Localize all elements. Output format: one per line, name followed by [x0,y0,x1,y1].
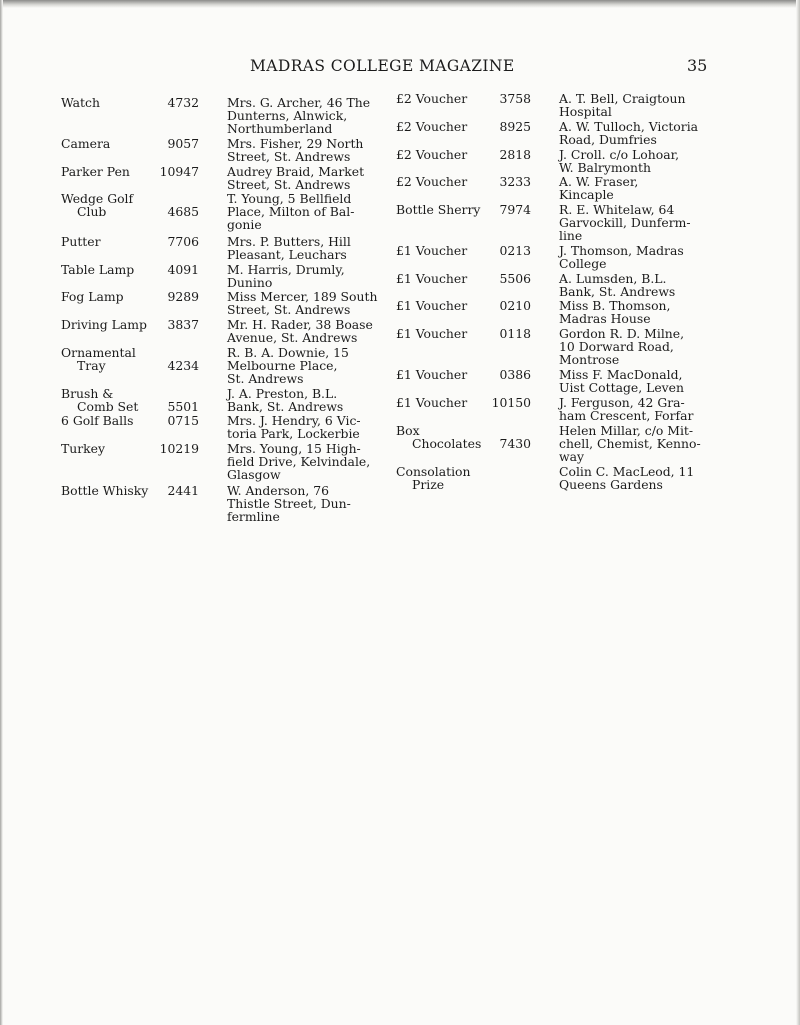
winner-name-address: Bank, St. Andrews [227,399,344,415]
prize-label: £1 Voucher [396,298,468,313]
winner-name-address: ham Crescent, Forfar [559,408,694,424]
winner-name-address: Queens Gardens [559,477,663,493]
winner-name-address: Street, St. Andrews [227,149,351,165]
prize-label: Ornamental [61,345,136,360]
prize-label: £2 Voucher [396,174,468,189]
winner-name-address: Mrs. P. Butters, Hill [227,234,351,249]
winner-name-address: T. Young, 5 Bellfield [227,191,352,206]
prize-label: Wedge Golf [61,191,134,206]
ticket-number: 0715 [167,413,199,428]
winner-name-address: Madras House [559,311,651,327]
winner-name-address: College [559,256,607,272]
ticket-number: 0386 [499,367,531,382]
winner-name-address: A. W. Fraser, [559,174,639,189]
prize-label: Consolation [396,464,471,479]
winner-name-address: A. W. Tulloch, Victoria [559,119,699,134]
ticket-number: 9289 [167,289,199,304]
winner-name-address: Mrs. Fisher, 29 North [227,136,364,151]
prize-label: Driving Lamp [61,317,147,332]
ticket-number: 10150 [491,395,531,410]
prize-label: Prize [412,477,445,493]
winner-name-address: A. T. Bell, Craigtoun [559,91,686,106]
ticket-number: 8925 [499,119,531,134]
ticket-number: 2441 [167,483,199,498]
winner-name-address: Hospital [559,104,612,120]
winner-name-address: Pleasant, Leuchars [227,247,347,263]
winner-name-address: J. A. Preston, B.L. [227,386,338,401]
winner-name-address: R. B. A. Downie, 15 [227,345,349,360]
winner-name-address: A. Lumsden, B.L. [559,271,667,286]
winner-name-address: Street, St. Andrews [227,177,351,193]
ticket-number: 4732 [167,95,199,110]
ticket-number: 4234 [167,358,199,373]
ticket-number: 7430 [499,436,531,451]
ticket-number: 3758 [499,91,531,106]
winner-name-address: Dunino [227,275,273,291]
winner-name-address: Helen Millar, c/o Mit- [559,423,694,438]
winner-name-address: Montrose [559,352,620,368]
winner-name-address: Dunterns, Alnwick, [227,108,348,124]
prize-label: Watch [61,95,100,110]
winner-name-address: chell, Chemist, Kenno- [559,436,701,452]
prize-label: £1 Voucher [396,271,468,286]
winner-name-address: Mrs. J. Hendry, 6 Vic- [227,413,361,428]
prize-label: Tray [77,358,106,374]
winner-name-address: Colin C. MacLeod, 11 [559,464,695,479]
winner-name-address: Thistle Street, Dun- [227,496,351,512]
ticket-number: 4685 [167,204,199,219]
winner-name-address: Glasgow [227,467,281,483]
ticket-number: 9057 [167,136,199,151]
winner-name-address: field Drive, Kelvindale, [227,454,371,470]
winner-name-address: M. Harris, Drumly, [227,262,345,277]
winner-name-address: Miss Mercer, 189 South [227,289,378,304]
winner-name-address: Street, St. Andrews [227,302,351,318]
winner-name-address: Road, Dumfries [559,132,657,148]
prize-label: Camera [61,136,111,151]
winner-name-address: Audrey Braid, Market [227,164,365,179]
winner-name-address: R. E. Whitelaw, 64 [559,202,675,217]
prize-label: Putter [61,234,101,249]
prize-label: £2 Voucher [396,119,468,134]
winner-name-address: W. Balrymonth [559,160,651,176]
prize-label: 6 Golf Balls [61,413,134,428]
ticket-number: 10219 [159,441,199,456]
ticket-number: 5501 [167,399,199,414]
scan-edge-left [0,0,3,1025]
ticket-number: 2818 [499,147,531,162]
winner-name-address: 10 Dorward Road, [559,339,674,355]
winner-name-address: J. Ferguson, 42 Gra- [559,395,685,410]
winner-name-address: line [559,228,583,244]
prize-label: Brush & [61,386,114,401]
winner-name-address: St. Andrews [227,371,304,387]
prize-label: £1 Voucher [396,395,468,410]
ticket-number: 0210 [499,298,531,313]
prize-label: Turkey [61,441,106,456]
scan-edge-top [0,0,800,8]
prize-label: Bottle Sherry [396,202,481,217]
winner-name-address: Northumberland [227,121,333,137]
ticket-number: 4091 [167,262,199,277]
winner-name-address: Uist Cottage, Leven [559,380,684,396]
ticket-number: 3233 [499,174,531,189]
winner-name-address: Kincaple [559,187,614,203]
scan-edge-right [796,0,800,1025]
prize-label: £1 Voucher [396,243,468,258]
winner-name-address: Avenue, St. Andrews [227,330,358,346]
winner-name-address: fermline [227,509,280,525]
winner-name-address: Miss F. MacDonald, [559,367,683,382]
winner-name-address: Mrs. Young, 15 High- [227,441,361,456]
winner-name-address: Mr. H. Rader, 38 Boase [227,317,373,332]
prize-label: Chocolates [412,436,482,452]
ticket-number: 7974 [499,202,531,217]
ticket-number: 5506 [499,271,531,286]
prize-label: Bottle Whisky [61,483,149,498]
winner-name-address: W. Anderson, 76 [227,483,330,498]
page-header-title: MADRAS COLLEGE MAGAZINE [250,57,515,75]
winner-name-address: Miss B. Thomson, [559,298,671,313]
winner-name-address: Place, Milton of Bal- [227,204,355,220]
prize-label: £2 Voucher [396,91,468,106]
prize-label: Comb Set [77,399,139,415]
prize-label: Table Lamp [61,262,135,277]
prize-label: Parker Pen [61,164,130,179]
winner-name-address: toria Park, Lockerbie [227,426,360,442]
prize-label: Fog Lamp [61,289,124,304]
page-number: 35 [687,56,708,75]
winner-name-address: Melbourne Place, [227,358,338,374]
prize-label: £1 Voucher [396,367,468,382]
ticket-number: 0213 [499,243,531,258]
winner-name-address: Bank, St. Andrews [559,284,676,300]
ticket-number: 7706 [167,234,199,249]
prize-label: £1 Voucher [396,326,468,341]
winner-name-address: Garvockill, Dunferm- [559,215,691,231]
winner-name-address: gonie [227,217,262,233]
winner-name-address: Gordon R. D. Milne, [559,326,685,341]
winner-name-address: way [559,449,584,465]
winner-name-address: J. Croll. c/o Lohoar, [559,147,680,162]
prize-label: Box [396,423,420,438]
prize-label: £2 Voucher [396,147,468,162]
prize-label: Club [77,204,107,220]
ticket-number: 0118 [499,326,531,341]
winner-name-address: Mrs. G. Archer, 46 The [227,95,371,110]
ticket-number: 10947 [159,164,199,179]
ticket-number: 3837 [167,317,199,332]
winner-name-address: J. Thomson, Madras [559,243,684,258]
